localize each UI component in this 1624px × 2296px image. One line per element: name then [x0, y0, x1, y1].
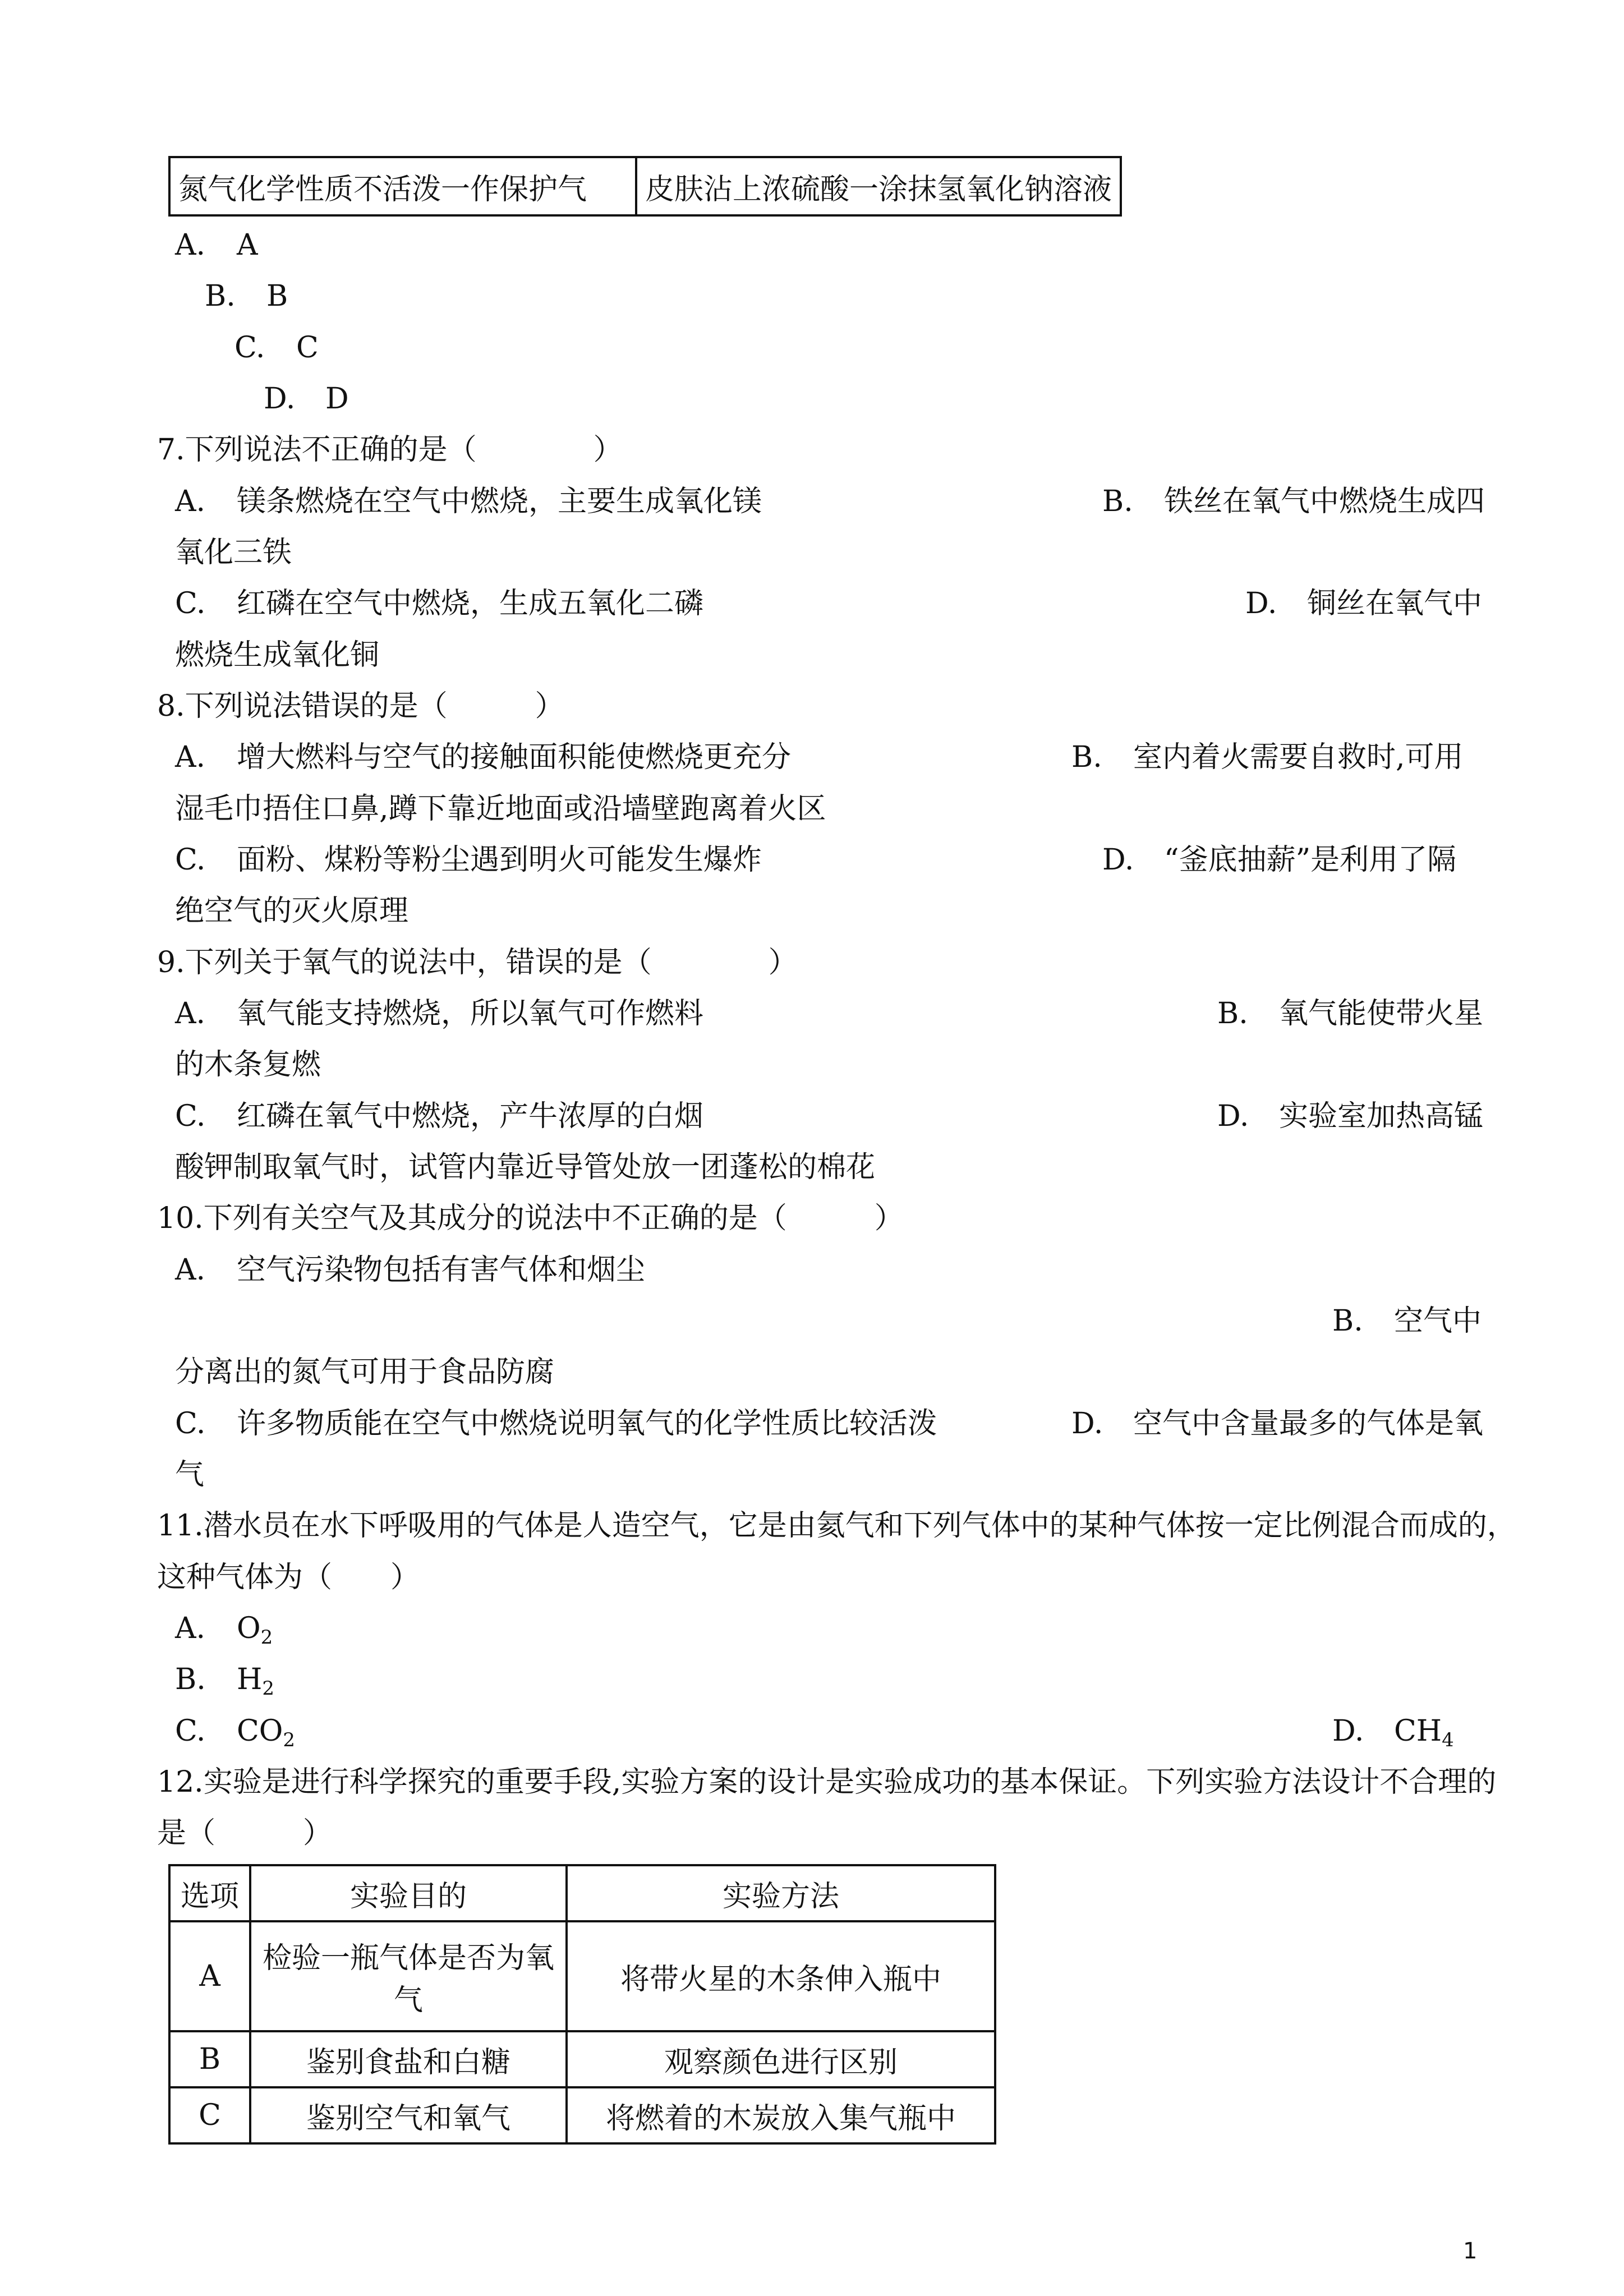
q9-stem: 9.下列关于氧气的说法中，错误的是（ ） [157, 946, 798, 979]
table-row [169, 1921, 995, 2031]
q6-table [168, 156, 1122, 217]
q12-stem-line2: 是（ ） [157, 1816, 333, 1850]
q12-table [168, 1864, 996, 2145]
table-cell: 氮气化学性质不活泼一作保护气 [169, 157, 636, 215]
table-cell: 鉴别食盐和白糖 [250, 2031, 567, 2087]
q9-option-b: B. 氧气能使带火星 [1217, 997, 1484, 1030]
q10-option-d-cont: 气 [175, 1458, 205, 1492]
q7-option-b-cont: 氧化三铁 [175, 536, 292, 569]
table-cell: C [169, 2087, 250, 2143]
q7-option-a: A. 镁条燃烧在空气中燃烧，主要生成氧化镁 [175, 485, 762, 518]
q8-option-d-cont: 绝空气的灭火原理 [175, 894, 409, 928]
q10-option-c: C. 许多物质能在空气中燃烧说明氧气的化学性质比较活泼 [175, 1407, 937, 1441]
q7-option-d: D. 铜丝在氧气中 [1245, 587, 1483, 620]
table-cell: 观察颜色进行区别 [567, 2031, 995, 2087]
table-cell: 皮肤沾上浓硫酸一涂抹氢氧化钠溶液 [636, 157, 1121, 215]
q10-stem: 10.下列有关空气及其成分的说法中不正确的是（ ） [157, 1202, 904, 1235]
q9-option-a: A. 氧气能支持燃烧，所以氧气可作燃料 [175, 997, 704, 1030]
table-header: 实验方法 [567, 1865, 995, 1921]
q6-option-d: D. D [264, 382, 349, 416]
q11-option-a: A. $O_2$ [175, 1612, 273, 1649]
q10-option-a: A. 空气污染物包括有害气体和烟尘 [175, 1253, 646, 1287]
table-row [169, 157, 1121, 215]
q11-option-c: C. $CO_2$ [175, 1714, 296, 1751]
q7-option-c: C. 红磷在空气中燃烧，生成五氧化二磷 [175, 587, 704, 620]
purpose-line: 检验一瓶气体是否为氧 [262, 1941, 554, 1975]
q10-option-d: D. 空气中含量最多的气体是氧 [1071, 1407, 1484, 1441]
table-header: 选项 [169, 1865, 250, 1921]
q6-option-b: B. B [205, 279, 288, 313]
q9-option-b-cont: 的木条复燃 [175, 1048, 321, 1082]
purpose-line: 气 [393, 1984, 423, 2017]
q8-option-c: C. 面粉、煤粉等粉尘遇到明火可能发生爆炸 [175, 843, 762, 877]
q8-option-b-cont: 湿毛巾捂住口鼻,蹲下靠近地面或沿墙壁跑离着火区 [175, 792, 826, 826]
table-cell: 将燃着的木炭放入集气瓶中 [567, 2087, 995, 2143]
q7-option-d-cont: 燃烧生成氧化铜 [175, 638, 380, 672]
q8-stem: 8.下列说法错误的是（ ） [157, 689, 564, 723]
table-header: 实验目的 [250, 1865, 567, 1921]
q9-option-d: D. 实验室加热高锰 [1217, 1099, 1484, 1133]
q9-option-d-cont: 酸钾制取氧气时，试管内靠近导管处放一团蓬松的棉花 [175, 1151, 876, 1184]
table-cell: B [169, 2031, 250, 2087]
q11-option-d: D. $CH_4$ [1332, 1714, 1454, 1751]
table-cell: A [169, 1921, 250, 2031]
table-cell [250, 1921, 567, 2031]
table-cell: 鉴别空气和氧气 [250, 2087, 567, 2143]
q11-stem-line2: 这种气体为（ ） [157, 1561, 420, 1594]
table-header-row [169, 1865, 995, 1921]
q9-option-c: C. 红磷在氧气中燃烧，产牛浓厚的白烟 [175, 1099, 704, 1133]
q8-option-d: D. “釜底抽薪”是利用了隔 [1102, 843, 1457, 877]
q8-option-a: A. 增大燃料与空气的接触面积能使燃烧更充分 [175, 740, 792, 774]
table-cell: 将带火星的木条伸入瓶中 [567, 1921, 995, 2031]
q11-option-b: B. $H_2$ [175, 1663, 274, 1700]
q12-stem-line1: 12.实验是进行科学探究的重要手段,实验方案的设计是实验成功的基本保证。下列实验方法设计不合理的 [157, 1765, 1497, 1799]
q6-option-a: A. A [175, 228, 258, 262]
table-row [169, 2087, 995, 2143]
q11-stem-line1: 11.潜水员在水下呼吸用的气体是人造空气，它是由氦气和下列气体中的某种气体按一定比例混合而成的， [157, 1509, 1516, 1543]
page-number: 1 [1463, 2238, 1478, 2264]
q6-option-c: C. C [234, 331, 319, 365]
q10-option-b-cont: 分离出的氮气可用于食品防腐 [175, 1355, 555, 1389]
q7-stem: 7.下列说法不正确的是（ ） [157, 433, 623, 467]
q7-option-b: B. 铁丝在氧气中燃烧生成四 [1102, 485, 1485, 518]
table-row [169, 2031, 995, 2087]
q8-option-b: B. 室内着火需要自救时,可用 [1071, 740, 1464, 774]
q10-option-b: B. 空气中 [1332, 1304, 1482, 1338]
